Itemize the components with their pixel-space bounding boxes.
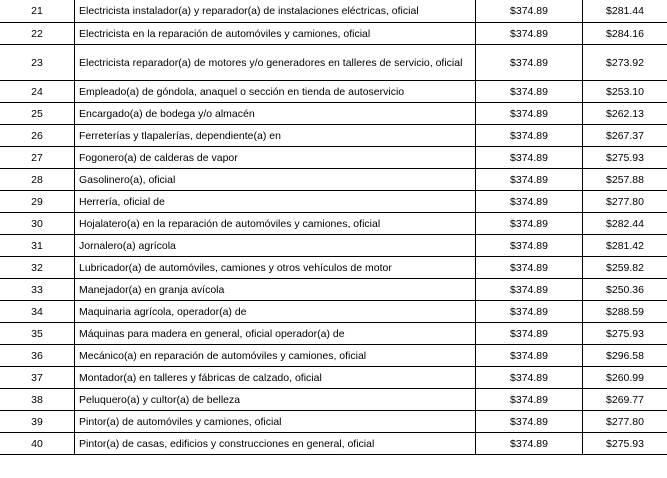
row-number: 38 <box>0 389 75 411</box>
amount-column-b: $275.93 <box>583 433 667 455</box>
amount-column-a: $374.89 <box>476 345 583 367</box>
amount-column-b: $267.37 <box>583 125 667 147</box>
amount-column-a: $374.89 <box>476 0 583 23</box>
table-row <box>0 0 667 23</box>
occupation-description: Maquinaria agrícola, operador(a) de <box>75 301 476 323</box>
amount-column-b: $257.88 <box>583 169 667 191</box>
row-number: 34 <box>0 301 75 323</box>
table-row <box>0 323 667 345</box>
amount-column-b: $262.13 <box>583 103 667 125</box>
occupation-description: Lubricador(a) de automóviles, camiones y otros vehículos de motor <box>75 257 476 279</box>
amount-column-a: $374.89 <box>476 279 583 301</box>
amount-column-a: $374.89 <box>476 103 583 125</box>
table-row <box>0 257 667 279</box>
amount-column-a: $374.89 <box>476 411 583 433</box>
occupation-description: Pintor(a) de casas, edificios y construcciones en general, oficial <box>75 433 476 455</box>
table-row <box>0 103 667 125</box>
table-row <box>0 45 667 81</box>
amount-column-a: $374.89 <box>476 45 583 81</box>
occupation-description: Gasolinero(a), oficial <box>75 169 476 191</box>
amount-column-b: $277.80 <box>583 191 667 213</box>
amount-column-b: $281.44 <box>583 0 667 23</box>
occupation-description: Electricista en la reparación de automóviles y camiones, oficial <box>75 23 476 45</box>
row-number: 22 <box>0 23 75 45</box>
occupation-description: Montador(a) en talleres y fábricas de calzado, oficial <box>75 367 476 389</box>
amount-column-b: $250.36 <box>583 279 667 301</box>
amount-column-a: $374.89 <box>476 169 583 191</box>
table-row <box>0 367 667 389</box>
row-number: 30 <box>0 213 75 235</box>
table-row <box>0 235 667 257</box>
occupation-description: Hojalatero(a) en la reparación de automóviles y camiones, oficial <box>75 213 476 235</box>
occupation-description: Pintor(a) de automóviles y camiones, oficial <box>75 411 476 433</box>
amount-column-a: $374.89 <box>476 433 583 455</box>
table-row <box>0 279 667 301</box>
row-number: 25 <box>0 103 75 125</box>
occupation-description: Máquinas para madera en general, oficial operador(a) de <box>75 323 476 345</box>
occupation-description: Empleado(a) de góndola, anaquel o sección en tienda de autoservicio <box>75 81 476 103</box>
occupation-description: Electricista reparador(a) de motores y/o generadores en talleres de servicio, oficial <box>75 45 476 81</box>
table-row <box>0 301 667 323</box>
row-number: 23 <box>0 45 75 81</box>
row-number: 36 <box>0 345 75 367</box>
row-number: 33 <box>0 279 75 301</box>
amount-column-a: $374.89 <box>476 147 583 169</box>
table-row <box>0 169 667 191</box>
amount-column-a: $374.89 <box>476 367 583 389</box>
amount-column-b: $281.42 <box>583 235 667 257</box>
amount-column-a: $374.89 <box>476 257 583 279</box>
table-row <box>0 23 667 45</box>
table-row <box>0 411 667 433</box>
occupation-description: Fogonero(a) de calderas de vapor <box>75 147 476 169</box>
occupation-description: Ferreterías y tlapalerías, dependiente(a) en <box>75 125 476 147</box>
table-row <box>0 125 667 147</box>
row-number: 40 <box>0 433 75 455</box>
amount-column-a: $374.89 <box>476 389 583 411</box>
table-row <box>0 81 667 103</box>
table-row <box>0 433 667 455</box>
amount-column-b: $275.93 <box>583 147 667 169</box>
amount-column-a: $374.89 <box>476 323 583 345</box>
occupation-description: Mecánico(a) en reparación de automóviles y camiones, oficial <box>75 345 476 367</box>
amount-column-a: $374.89 <box>476 301 583 323</box>
row-number: 29 <box>0 191 75 213</box>
row-number: 27 <box>0 147 75 169</box>
amount-column-b: $260.99 <box>583 367 667 389</box>
occupation-description: Electricista instalador(a) y reparador(a) de instalaciones eléctricas, oficial <box>75 0 476 23</box>
amount-column-b: $277.80 <box>583 411 667 433</box>
amount-column-a: $374.89 <box>476 23 583 45</box>
occupation-description: Herrería, oficial de <box>75 191 476 213</box>
row-number: 26 <box>0 125 75 147</box>
amount-column-a: $374.89 <box>476 235 583 257</box>
amount-column-b: $273.92 <box>583 45 667 81</box>
amount-column-b: $259.82 <box>583 257 667 279</box>
occupation-description: Jornalero(a) agrícola <box>75 235 476 257</box>
amount-column-a: $374.89 <box>476 81 583 103</box>
amount-column-a: $374.89 <box>476 125 583 147</box>
occupation-description: Peluquero(a) y cultor(a) de belleza <box>75 389 476 411</box>
amount-column-b: $288.59 <box>583 301 667 323</box>
row-number: 31 <box>0 235 75 257</box>
row-number: 35 <box>0 323 75 345</box>
amount-column-b: $253.10 <box>583 81 667 103</box>
table-row <box>0 389 667 411</box>
row-number: 24 <box>0 81 75 103</box>
amount-column-b: $282.44 <box>583 213 667 235</box>
row-number: 28 <box>0 169 75 191</box>
amount-column-a: $374.89 <box>476 191 583 213</box>
occupation-description: Manejador(a) en granja avícola <box>75 279 476 301</box>
amount-column-b: $269.77 <box>583 389 667 411</box>
amount-column-a: $374.89 <box>476 213 583 235</box>
amount-column-b: $284.16 <box>583 23 667 45</box>
row-number: 21 <box>0 0 75 23</box>
table-row <box>0 191 667 213</box>
table-row <box>0 213 667 235</box>
table-row <box>0 345 667 367</box>
row-number: 37 <box>0 367 75 389</box>
row-number: 32 <box>0 257 75 279</box>
amount-column-b: $296.58 <box>583 345 667 367</box>
row-number: 39 <box>0 411 75 433</box>
amount-column-b: $275.93 <box>583 323 667 345</box>
table-row <box>0 147 667 169</box>
occupation-description: Encargado(a) de bodega y/o almacén <box>75 103 476 125</box>
